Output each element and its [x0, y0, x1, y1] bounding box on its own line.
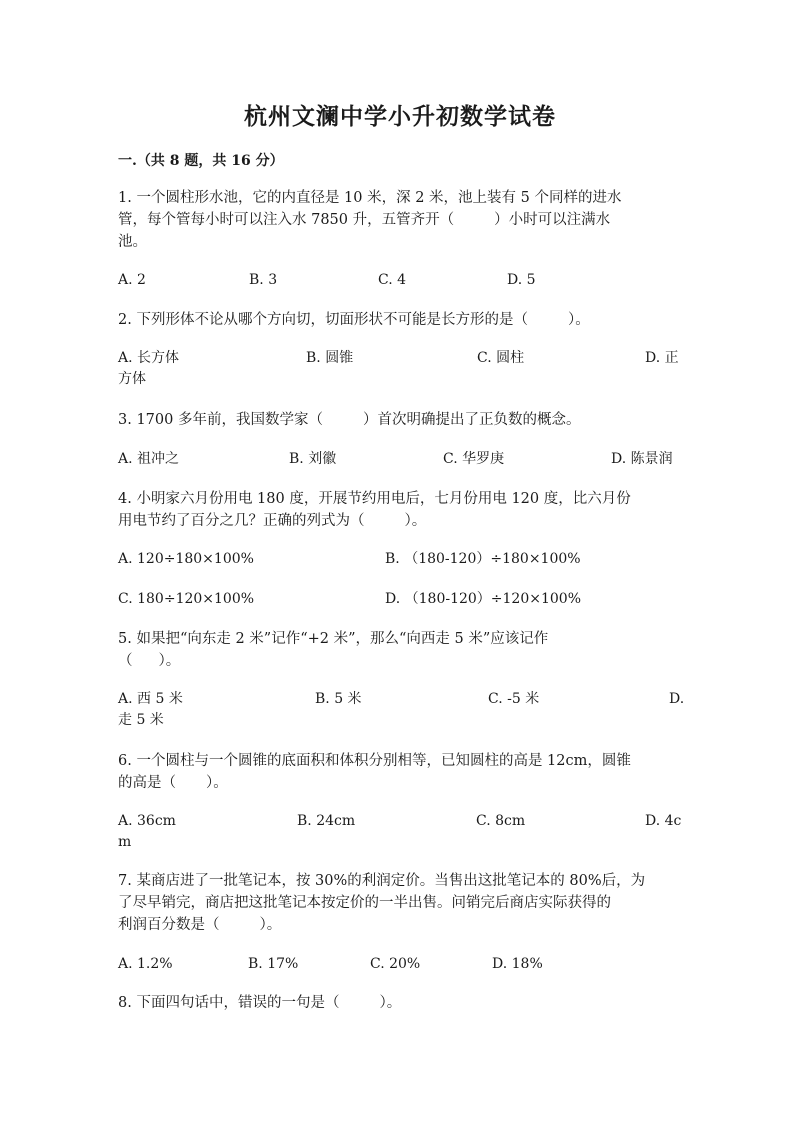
question-text: 的高是（ ）。	[118, 775, 228, 791]
question-text: （ ）。	[118, 653, 181, 669]
question-text: 5. 如果把“向东走 2 米”记作“+2 米”，那么“向西走 5 米”应该记作	[118, 631, 549, 647]
option-d-wrap: 走 5 米	[118, 712, 164, 728]
option-c[interactable]: C. 180÷120×100%	[118, 591, 255, 607]
question-text: 管，每个管每小时可以注入水 7850 升，五管齐开（ ）小时可以注满水	[118, 212, 611, 228]
option-a[interactable]: A. 36cm	[118, 813, 176, 829]
question-text: 用电节约了百分之几？正确的列式为（ ）。	[118, 513, 427, 529]
question-2	[118, 309, 686, 331]
option-b[interactable]: B. 圆锥	[306, 350, 354, 366]
question-text: 6. 一个圆柱与一个圆锥的底面积和体积分别相等，已知圆柱的高是 12cm，圆锥	[118, 753, 631, 769]
option-d[interactable]: D.	[669, 691, 685, 707]
option-c[interactable]: C. 8cm	[476, 813, 526, 829]
option-b[interactable]: B. 24cm	[297, 813, 356, 829]
question-5	[118, 628, 686, 672]
question-text: 2. 下列形体不论从哪个方向切，切面形状不可能是长方形的是（ ）。	[118, 312, 590, 328]
option-d[interactable]: D. 陈景润	[611, 451, 673, 467]
option-c[interactable]: C. 华罗庚	[443, 451, 505, 467]
question-text: 1. 一个圆柱形水池，它的内直径是 10 米，深 2 米，池上装有 5 个同样的进水	[118, 190, 622, 206]
option-d[interactable]: D. （180-120）÷120×100%	[385, 591, 582, 607]
option-a[interactable]: A. 1.2%	[118, 956, 173, 972]
option-b[interactable]: B. （180-120）÷180×100%	[385, 551, 581, 567]
option-d[interactable]: D. 正	[645, 350, 679, 366]
option-d-wrap: 方体	[118, 371, 146, 387]
question-text: 了尽早销完，商店把这批笔记本按定价的一半出售。问销完后商店实际获得的	[118, 895, 611, 911]
option-b[interactable]: B. 3	[249, 272, 278, 288]
option-b[interactable]: B. 17%	[248, 956, 299, 972]
option-a[interactable]: A. 2	[118, 272, 146, 288]
option-b[interactable]: B. 刘徽	[289, 451, 337, 467]
page-title: 杭州文澜中学小升初数学试卷	[244, 103, 556, 130]
question-text: 池。	[118, 234, 147, 250]
option-d[interactable]: D. 5	[507, 272, 536, 288]
option-c[interactable]: C. 20%	[370, 956, 421, 972]
question-4	[118, 488, 686, 532]
option-d[interactable]: D. 4c	[645, 813, 682, 829]
option-d[interactable]: D. 18%	[492, 956, 543, 972]
question-6	[118, 750, 686, 794]
question-text: 3. 1700 多年前，我国数学家（ ）首次明确提出了正负数的概念。	[118, 412, 581, 428]
option-c[interactable]: C. -5 米	[488, 691, 540, 707]
question-text: 7. 某商店进了一批笔记本，按 30%的利润定价。当售出这批笔记本的 80%后，为	[118, 873, 646, 889]
question-text: 利润百分数是（ ）。	[118, 917, 282, 933]
option-b[interactable]: B. 5 米	[315, 691, 362, 707]
question-7	[118, 870, 686, 936]
option-a[interactable]: A. 西 5 米	[118, 691, 183, 707]
option-d-wrap: m	[118, 834, 132, 850]
option-a[interactable]: A. 120÷180×100%	[118, 551, 254, 567]
option-c[interactable]: C. 圆柱	[477, 350, 525, 366]
question-8	[118, 992, 686, 1014]
option-a[interactable]: A. 祖冲之	[118, 451, 180, 467]
question-1	[118, 187, 686, 253]
option-c[interactable]: C. 4	[378, 272, 407, 288]
question-text: 4. 小明家六月份用电 180 度，开展节约用电后，七月份用电 120 度，比六月份	[118, 491, 631, 507]
question-text: 8. 下面四句话中，错误的一句是（ ）。	[118, 995, 402, 1011]
option-a[interactable]: A. 长方体	[118, 350, 180, 366]
question-3	[118, 409, 686, 431]
section-heading: 一.（共 8 题，共 16 分）	[118, 153, 284, 169]
